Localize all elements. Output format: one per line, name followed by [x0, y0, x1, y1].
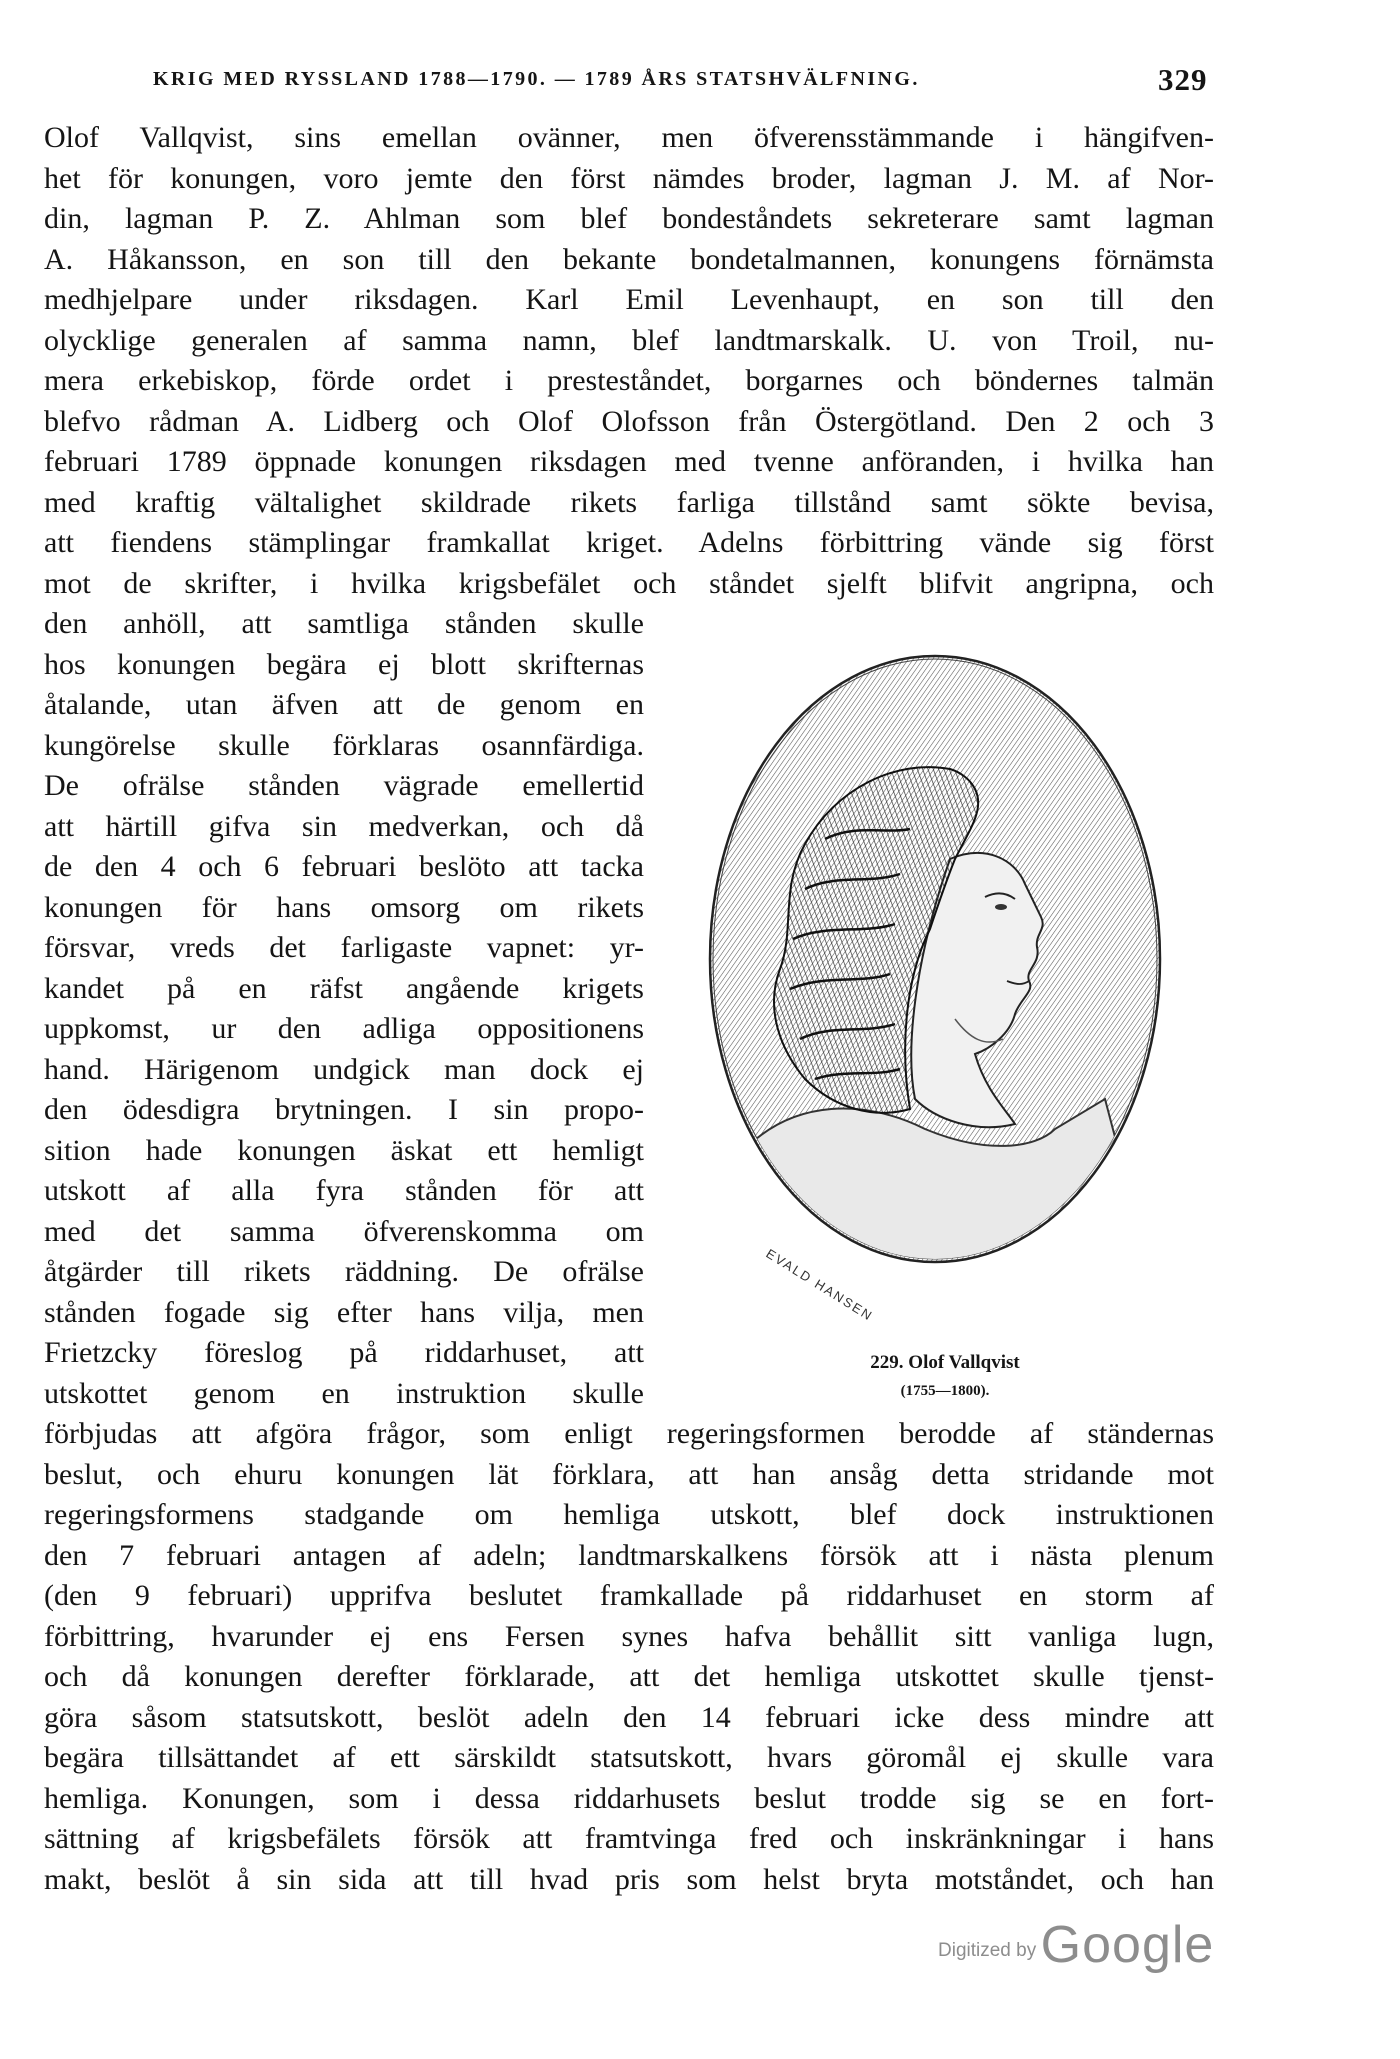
text-line: februari 1789 öppnade konungen riksdagen med tvenne anföranden, i hvilka han: [44, 445, 1214, 478]
text-line: olycklige generalen af samma namn, blef landtmarskalk. U. von Troil, nu-: [44, 323, 1214, 357]
text-line: hand. Härigenom undgick man dock ej: [44, 1052, 644, 1086]
text-line: förbittring, hvarunder ej ens Fersen synes hafva behållit sitt vanliga lugn,: [44, 1619, 1214, 1653]
text-line: att härtill gifva sin medverkan, och då: [44, 809, 644, 843]
page-number: 329: [1158, 62, 1208, 97]
caption-title: 229. Olof Vallqvist: [870, 1352, 1020, 1373]
running-header: [0, 62, 1400, 106]
text-line: att fiendens stämplingar framkallat kriget. Adelns förbittring vände sig först: [44, 526, 1214, 559]
text-line: stånden fogade sig efter hans vilja, men: [44, 1295, 644, 1329]
engraver-signature: EVALD HANSEN: [763, 1245, 877, 1324]
text-line: hos konungen begära ej blott skrifternas: [44, 647, 644, 681]
text-line: göra såsom statsutskott, beslöt adeln den 14 februari icke dess mindre att: [44, 1700, 1214, 1734]
text-line: kungörelse skulle förklaras osannfärdiga.: [44, 728, 644, 762]
watermark-prefix: Digitized by: [938, 1940, 1037, 1961]
caption-dates: (1755—1800).: [900, 1383, 990, 1399]
text-line: utskottet genom en instruktion skulle: [44, 1376, 644, 1410]
text-line: makt, beslöt å sin sida att till hvad pris som helst bryta motståndet, och han: [44, 1862, 1214, 1896]
text-line: hemliga. Konungen, som i dessa riddarhusets beslut trodde sig se en fort-: [44, 1781, 1214, 1815]
text-line: blefvo rådman A. Lidberg och Olof Olofsson från Östergötland. Den 2 och 3: [44, 404, 1214, 438]
text-line: den 7 februari antagen af adeln; landtmarskalkens försök att i nästa plenum: [44, 1538, 1214, 1572]
text-line: försvar, vreds det farligaste vapnet: yr-: [44, 931, 644, 964]
text-line: Olof Vallqvist, sins emellan ovänner, men öfverensstämmande i hängifven-: [44, 121, 1214, 154]
text-line: de den 4 och 6 februari beslöto att tacka: [44, 850, 644, 883]
running-title: KRIG MED RYSSLAND 1788—1790. — 1789 ÅRS STATSHVÄLFNING.: [153, 68, 920, 90]
portrait-figure: [685, 629, 1185, 1389]
full-width-lines: [44, 118, 1214, 604]
text-line: beslut, och ehuru konungen lät förklara, att han ansåg detta stridande mot: [44, 1457, 1214, 1491]
text-line: med kraftig vältalighet skildrade rikets farliga tillstånd samt sökte bevisa,: [44, 485, 1214, 519]
text-line: den anhöll, att samtliga stånden skulle: [44, 607, 644, 640]
text-line: uppkomst, ur den adliga oppositionens: [44, 1012, 644, 1045]
full-width-lines-bottom: [44, 1414, 1214, 1900]
figure-caption: [795, 1349, 1095, 1405]
text-line: (den 9 februari) upprifva beslutet framkallade på riddarhuset en storm af: [44, 1579, 1214, 1612]
text-line: sättning af krigsbefälets försök att framtvinga fred och inskränkningar i hans: [44, 1822, 1214, 1855]
text-line: din, lagman P. Z. Ahlman som blef bondeståndets sekreterare samt lagman: [44, 202, 1214, 235]
text-line: het för konungen, voro jemte den först nämdes broder, lagman J. M. af Nor-: [44, 161, 1214, 195]
text-line: kandet på en räfst angående krigets: [44, 971, 644, 1005]
watermark-brand: Google: [1040, 1916, 1215, 1974]
text-line: medhjelpare under riksdagen. Karl Emil Levenhaupt, en son till den: [44, 283, 1214, 316]
text-line: A. Håkansson, en son till den bekante bondetalmannen, konungens förnämsta: [44, 242, 1214, 276]
text-line: åtalande, utan äfven att de genom en: [44, 688, 644, 721]
text-line: åtgärder till rikets räddning. De ofrälse: [44, 1255, 644, 1288]
text-line: med det samma öfverenskomma om: [44, 1214, 644, 1248]
text-line: och då konungen derefter förklarade, att det hemliga utskottet skulle tjenst-: [44, 1660, 1214, 1693]
text-line: konungen för hans omsorg om rikets: [44, 890, 644, 924]
text-line: mot de skrifter, i hvilka krigsbefälet och ståndet sjelft blifvit angripna, och: [44, 566, 1214, 600]
text-line: mera erkebiskop, förde ordet i presteståndet, borgarnes och böndernes talmän: [44, 364, 1214, 397]
text-line: begära tillsättandet af ett särskildt statsutskott, hvars göromål ej skulle vara: [44, 1741, 1214, 1774]
google-watermark: [938, 1915, 1214, 1975]
text-line: sition hade konungen äskat ett hemligt: [44, 1133, 644, 1167]
text-line: De ofrälse stånden vägrade emellertid: [44, 769, 644, 802]
text-line: utskott af alla fyra stånden för att: [44, 1174, 644, 1207]
text-line: Frietzcky föreslog på riddarhuset, att: [44, 1336, 644, 1369]
portrait-engraving: [685, 629, 1185, 1389]
text-line: förbjudas att afgöra frågor, som enligt regeringsformen berodde af ständernas: [44, 1417, 1214, 1450]
text-line: regeringsformens stadgande om hemliga utskott, blef dock instruktionen: [44, 1498, 1214, 1531]
text-line: den ödesdigra brytningen. I sin propo-: [44, 1093, 644, 1126]
